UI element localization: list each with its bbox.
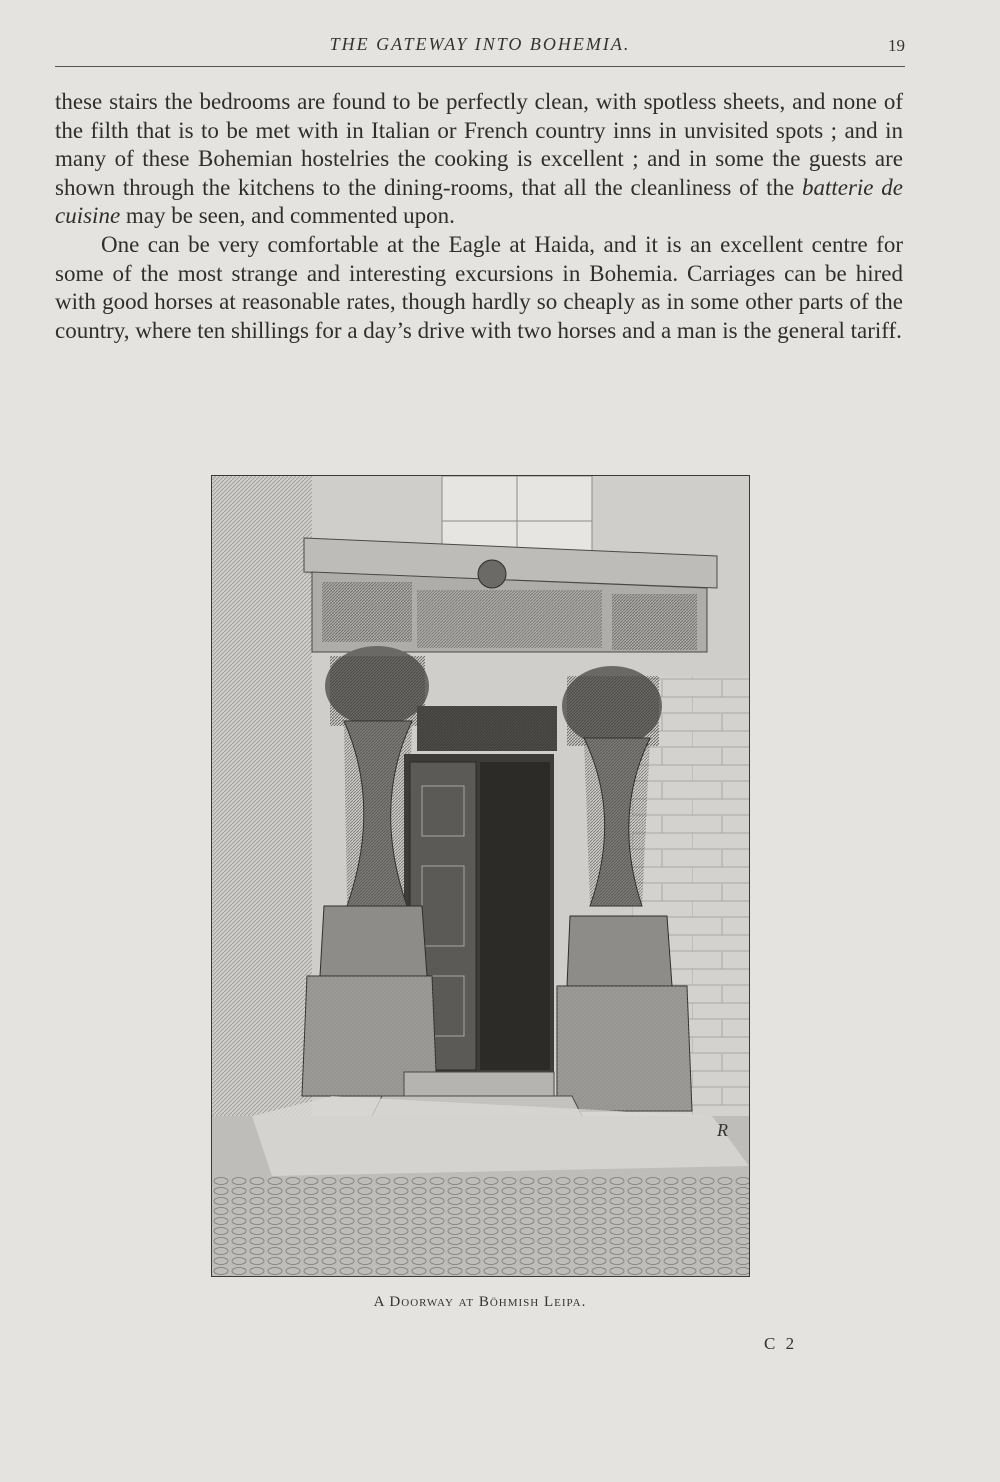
paragraph-1-italic-phrase: batterie de cuisine	[55, 174, 903, 229]
paragraph-1-text-a: these stairs the bedrooms are found to be perfectly clean, with spotless sheets, and none of the filth that is to be met with in Italian or French country inns in unvisited spots ; and in many of these Bohemian hostelries the cooking is excellent ; and in some the guests are shown through the kitchens to the dining-rooms, that all the cleanliness of the	[55, 89, 903, 200]
engraving-doorway-illustration-icon	[212, 476, 749, 1276]
paragraph-2: One can be very comfortable at the Eagle at Haida, and it is an excellent centre for some of the most strange and interesting excursions in Bohemia. Carriages can be hired with good horses at reasonable rates, though hardly so cheaply as in some other parts of the country, where ten shillings for a day’s drive with two horses and a man is the general tariff.	[55, 231, 903, 343]
running-title: THE GATEWAY INTO BOHEMIA.	[329, 34, 631, 54]
svg-text:R: R	[717, 1120, 728, 1140]
page-number: 19	[888, 36, 905, 55]
header-rule	[55, 66, 905, 67]
paragraph-1	[55, 88, 903, 231]
doorway-engraving	[211, 475, 750, 1277]
signature-mark: C 2	[764, 1334, 798, 1353]
body-text	[55, 88, 903, 345]
paragraph-1-text-b: may be seen, and commented upon.	[120, 203, 455, 229]
figure-caption: A Doorway at Böhmish Leipa.	[373, 1294, 587, 1310]
